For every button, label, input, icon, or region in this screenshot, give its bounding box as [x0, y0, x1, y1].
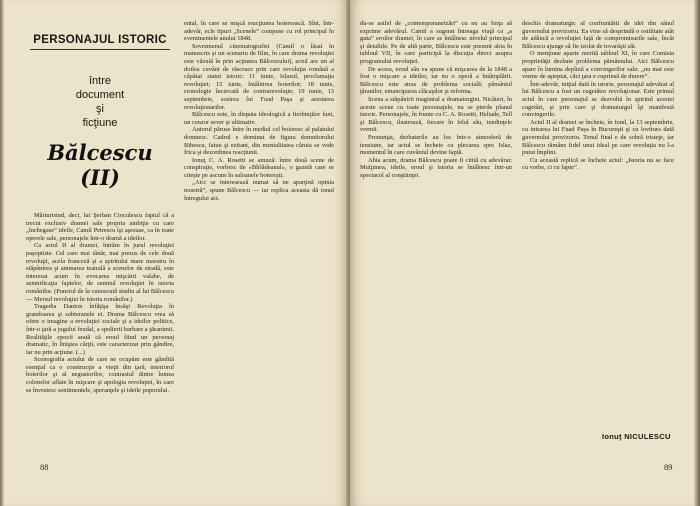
left-page-edge: [0, 0, 4, 506]
page-number-left: 88: [40, 462, 49, 472]
right-page-column-2: [522, 20, 674, 424]
main-title: Bălcescu (II): [47, 140, 153, 190]
paragraph: Tragedia Danton înfăţişa însăşi Revoluţia în grandoarea şi subteranele ei. Drama Bălcescu vrea să ofere o imagine a revoluţiei sociale şi a ideilor politice, într-o ţară a jugului feudal, a spolierii barbare a ţăranimii. Realităţile epocii arată că eroul fiind un personaj dramatic, în liniştea cărţii, este caracterizat prin gândire, iar nu prin acţiune. (...): [26, 303, 174, 356]
paragraph: Într-adevăr, iniţial dată în istorie, personajul adevărat al lui Bălcescu a fost un cugetător revoluţionar. Este primul actul în care personajul se dezvoltă în spiritul acestei cugetări, şi prin care şi dramaturgul îşi manifestă convingerile.: [522, 80, 674, 119]
paragraph: Scena a stăpânirii magistral a dramaturgiei. Nicăieri, în aceste scene cu toate personajele, nu se pierde planul istoric. Personajele, în frunte cu C. A. Rosetti, Heliade, Tell şi Bălcescu, ilustrează, fiecare în felul său, tendinţele vremii.: [360, 95, 512, 134]
right-page: [350, 0, 700, 506]
paragraph: ental, în care se mişcă reacţiunea boierească. Sînt, într-adevăr, ecle tipuri „Scenele” compuse cu rol principal în evenimentele anului 1848.: [184, 20, 334, 43]
subtitle-line: document: [75, 89, 125, 101]
subtitle-line: şi: [96, 103, 104, 115]
paragraph: O menţiune aparte merită tabloul XI, în care Comisia proprietăţii dezbate problema pământului. Aici Bălcescu apare în lumina deplină a convingerilor sale: „nu mai este vreme de aşteptat, căci ţara e cuprinsă de durere”.: [522, 50, 674, 81]
paragraph: Bălcescu este, în disputa ideologică a fierbinţilor luni, un cenzor sever şi ultimativ.: [184, 111, 334, 126]
paragraph: Scenografia actului de care ne ocupăm este gândită esenţial ca o construcţie a vieţii din ţară, interiorul boierilor şi al negustorilor, contrastul dintre lumea colonelor aflate în mişcare şi apologia revoluţiei, în care se învestesc sentimentele, speranţele şi ideile poporului.: [26, 356, 174, 394]
subtitle-line: între: [88, 75, 111, 87]
paragraph: Ionuţ C. A. Rosetti se amuză: între două scene de conspiraţie, vorbesc de «Bîrlădeanul», o gazetă care se citeşte pe ascuns în saloanele boiereşti.: [184, 156, 334, 179]
left-page-column-1: [26, 212, 174, 448]
author-signature: Ionuţ NICULESCU: [602, 432, 671, 441]
right-page-edge: [694, 0, 700, 506]
article-heading: [30, 34, 170, 190]
paragraph: Ca actul II al dramei, întrăm în jurul revoluţiei paşoptiste. Cel care mai tânăr, mai presus de cele două revoluţii, acela franceză şi a spiritului mare maestru în stăpânirea şi animarea teatrală a scenelor de stradă, este interesat acum în evocarea mişcării valahe, de semnificaţia faptelor, de semnul revoluţiei în istoria românilor. (Punctul de la cunoscută studiu al lui Bălcescu — Mersul revoluţiei în istoria românilor.): [26, 242, 174, 303]
paragraph: Ahia acum, drama Bălcescu poate fi citită cu adevărat: Mulţimea, ideile, eroul şi istoria se întâlnesc într-un spectacol al conştiinţei.: [360, 156, 512, 179]
paragraph: Mărturisind, deci, lui Şerban Cioculescu faptul că a trecut exclusiv dramei sale propria ambiţie cu care „închegase” ideile, Camil Petrescu îşi aşezase, ca în toate operele sale, personajele într-o dramă a ideilor.: [26, 212, 174, 242]
paragraph: „Aici se interesează numai să ne aparţină opinia noastră”, spune Bălcescu — iar replica aceasta dă tonul întregului act.: [184, 179, 334, 202]
subtitle: [30, 74, 170, 130]
paragraph: Sovremenul cinematografiei (Camil o lăsat în manuscris şi un scenariu de film, în care drama revoluţiei este văzută în prin acţiunea Bălcescului), actul are un al doilea cuvânt de răscruce prin care revoluţia română a căpătat statut istoric: 11 iunie, Islazul, proclamaţia revoluţiei; 15 iunie, întâlnirea boierilor; 18 iunie, cronologie încercată de contrarevoluţie; 19 iunie, 13 septembrie, sosirea lui Fuad Paşa şi arestarea revoluţionarilor.: [184, 42, 334, 111]
subtitle-line: ficţiune: [82, 117, 118, 129]
paragraph: Actul II al dramei se încheie, în fond, la 13 septembrie, cu intrarea lui Fuad Paşa în Bucureşti şi cu lovitura dată guvernului provizoriu. Tonul final e de sobră tristeţe, iar Bălcescu rămâne fidel unui ideal pe care revoluţia nu l-a putut împlini.: [522, 118, 674, 157]
paragraph: Cu această replică se încheie actul: „Istoria nu se face cu vorbe, ci cu fapte”.: [522, 156, 674, 172]
page-number-right: 89: [664, 462, 673, 472]
left-page-column-2: [184, 20, 334, 448]
left-page: [0, 0, 348, 506]
right-page-column-1: [360, 20, 512, 448]
paragraph: De aceea, eroul său va spune că mişcarea de la 1848 a fost o mişcare a ideilor, iar nu o operă a întâmplării. Bălcescu este atras de problema socială: pământul ţăranilor, emanciparea clăcaşilor şi reforma.: [360, 65, 512, 96]
paragraph: deschis dramaturgic al confruntării de idei din sânul guvernului provizoriu. Ea vine să desprindă o ostilitate atât de adâncă a revoluţiei faţă de compromisurile sale, încât Bălcescu ajunge să fie izolat de tovarăşii săi.: [522, 20, 674, 50]
section-title: PERSONAJUL ISTORIC: [30, 34, 170, 50]
paragraph: du-se astfel de „contemporaneizări” cu nu au forţa să exprime adevărul. Camil a sugerat întreaga viaţă ca „a guta” eroilor dramei, în care se întâlnesc nivelul principal şi detaliile. Pe de altă parte, Bălcescu este prezent abia în tabloul VII, în care participă la discuţia direct asupra programului revoluţiei.: [360, 20, 512, 65]
paragraph: Autorul păruse între în mediul cel boieresc al palatului domnesc. Cadrul e dominat de figura domnitorului Bibescu, fatuu şi ezitant, din mentalitatea căruia se vede frica şi dezordinea reacţiunii.: [184, 126, 334, 157]
paragraph: Pronunţat, dezbaterile au loc într-o atmosferă de tensiune, iar actul se încheie cu plecarea spre Islaz, momentul în care cuvântul devine faptă.: [360, 133, 512, 157]
